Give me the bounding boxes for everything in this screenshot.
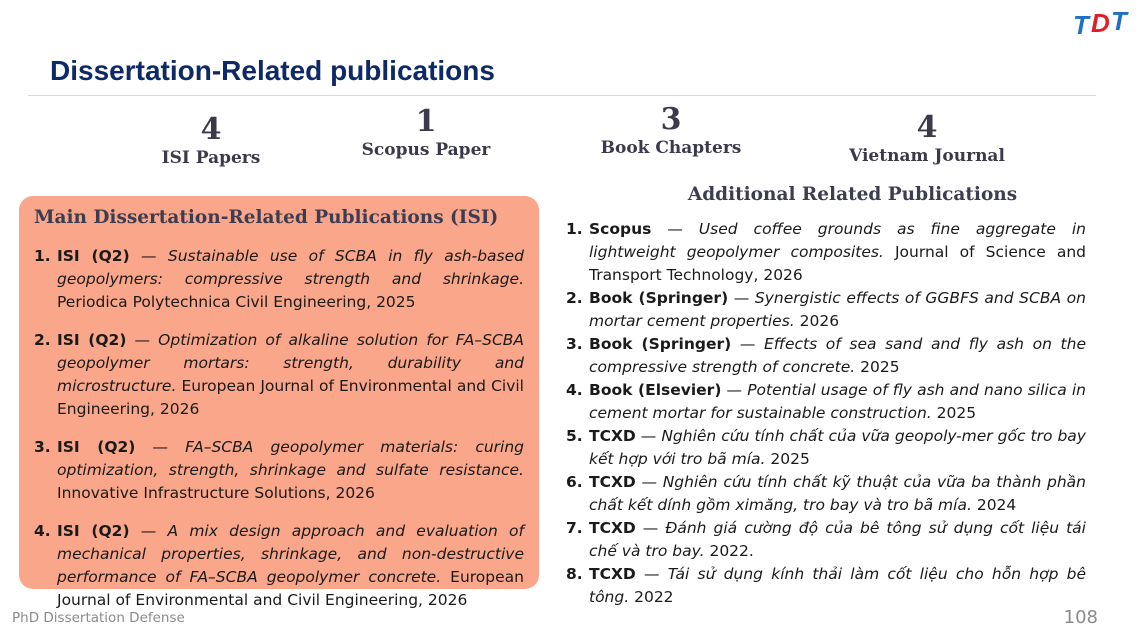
item-number: 3. (566, 335, 583, 353)
stat-vietnam-journal (827, 111, 1027, 167)
list-item: 1. Scopus — Used coffee grounds as fine aggregate in lightweight geopolymer composites. Journal of Science and Transport Technology, 2026 (566, 220, 1087, 284)
item-venue: European Journal of Environmental and Civil Engineering, 2026 (57, 568, 524, 609)
item-tag: ISI (Q2) (57, 247, 130, 265)
page-number: 108 (1063, 607, 1098, 628)
item-tag: ISI (Q2) (57, 438, 136, 456)
item-number: 5. (566, 427, 583, 445)
main-publication-list (34, 245, 524, 627)
item-tag: TCXD (589, 519, 636, 537)
item-tag: ISI (Q2) (57, 522, 130, 540)
item-number: 1. (566, 220, 583, 238)
item-venue: 2024 (976, 496, 1017, 514)
stat-label: Scopus Paper (361, 140, 491, 160)
item-number: 2. (566, 289, 583, 307)
item-venue: 2025 (860, 358, 900, 376)
item-title: Synergistic effects of GGBFS and SCBA on mortar cement properties. (589, 289, 1086, 330)
stat-number: 3 (660, 102, 682, 137)
stat-book-chapters (571, 103, 771, 159)
item-title: Tái sử dụng kính thải làm cốt liệu cho hỗn hợp bê tông. (589, 565, 1086, 606)
stat-number: 1 (415, 104, 437, 139)
item-venue: 2025 (770, 450, 810, 468)
university-logo (1071, 4, 1133, 38)
item-number: 3. (34, 438, 51, 456)
side-panel-heading: Additional Related Publications (687, 184, 1018, 205)
item-title: FA–SCBA geopolymer materials: curing optimization, strength, shrinkage and sulfate resistance. (57, 438, 525, 479)
list-item: 1. ISI (Q2) — Sustainable use of SCBA in fly ash-based geopolymers: compressive strength and shrinkage. Periodica Polytechnica Civil Engineering, 2025 (34, 247, 524, 311)
item-tag: Book (Springer) (589, 289, 729, 307)
item-tag: TCXD (589, 473, 636, 491)
list-item: 2. Book (Springer) — Synergistic effects of GGBFS and SCBA on mortar cement properties. 2026 (566, 289, 1086, 330)
item-title: Effects of sea sand and fly ash on the compressive strength of concrete. (589, 335, 1086, 376)
item-number: 7. (566, 519, 583, 537)
list-item: 6. TCXD — Nghiên cứu tính chất kỹ thuật của vữa ba thành phần chất kết dính gồm ximăng, tro bay và tro bã mía. 2024 (566, 473, 1086, 514)
stat-number: 4 (916, 110, 938, 145)
list-item: 4. Book (Elsevier) — Potential usage of fly ash and nano silica in cement mortar for sustainable construction. 2025 (566, 381, 1086, 422)
item-number: 2. (34, 331, 51, 349)
list-item: 3. Book (Springer) — Effects of sea sand and fly ash on the compressive strength of concrete. 2025 (566, 335, 1086, 376)
additional-publication-list (566, 218, 1086, 609)
logo-letter-t1: T (1073, 10, 1089, 38)
item-number: 4. (34, 522, 51, 540)
stat-label: Vietnam Journal (849, 146, 1005, 166)
item-title: A mix design approach and evaluation of mechanical properties, shrinkage, and non-destructive performance of FA–SCBA geopolymer concrete. (57, 522, 524, 586)
stat-label: ISI Papers (161, 148, 261, 168)
item-tag: Book (Springer) (589, 335, 732, 353)
main-panel-heading: Main Dissertation-Related Publications (ISI) (34, 207, 499, 228)
item-number: 6. (566, 473, 583, 491)
item-tag: TCXD (589, 427, 636, 445)
logo-letter-t2: T (1111, 6, 1127, 36)
item-title: Sustainable use of SCBA in fly ash-based geopolymers: compressive strength and shrinkage. (57, 247, 524, 288)
item-venue: 2022. (709, 542, 754, 560)
list-item: 3. ISI (Q2) — FA–SCBA geopolymer materials: curing optimization, strength, shrinkage and sulfate resistance. Innovative Infrastructure Solutions, 2026 (34, 438, 525, 502)
item-number: 8. (566, 565, 583, 583)
item-title: Optimization of alkaline solution for FA–SCBA geopolymer mortars: strength, durability and microstructure. (57, 331, 525, 395)
title-divider (28, 95, 1096, 96)
list-item: 7. TCXD — Đánh giá cường độ của bê tông sử dụng cốt liệu tái chế và tro bay. 2022. (566, 519, 1086, 560)
item-venue: European Journal of Environmental and Civil Engineering, 2026 (57, 377, 524, 418)
logo-letter-d: D (1091, 8, 1110, 38)
item-title: Potential usage of fly ash and nano silica in cement mortar for sustainable construction. (589, 381, 1086, 422)
item-tag: Scopus (589, 220, 652, 238)
list-item: 5. TCXD — Nghiên cứu tính chất của vữa geopoly-mer gốc tro bay kết hợp với tro bã mía. 2025 (566, 427, 1086, 468)
item-venue: Innovative Infrastructure Solutions, 2026 (57, 484, 375, 502)
list-item: 8. TCXD — Tái sử dụng kính thải làm cốt liệu cho hỗn hợp bê tông. 2022 (566, 565, 1086, 606)
item-title: Nghiên cứu tính chất của vữa geopoly-mer gốc tro bay kết hợp với tro bã mía. (589, 427, 1086, 468)
list-item: 2. ISI (Q2) — Optimization of alkaline solution for FA–SCBA geopolymer mortars: strength, durability and microstructure. European Journal of Environmental and Civil Engineering, 2026 (34, 331, 525, 418)
item-venue: Journal of Science and Transport Technology, 2026 (589, 243, 1087, 284)
item-number: 1. (34, 247, 51, 265)
item-venue: 2022 (634, 588, 674, 606)
item-venue: Periodica Polytechnica Civil Engineering, 2025 (57, 293, 416, 311)
stat-scopus-paper (326, 105, 526, 161)
stat-isi-papers (111, 113, 311, 169)
stat-label: Book Chapters (600, 138, 742, 158)
stat-number: 4 (200, 112, 222, 147)
item-tag: ISI (Q2) (57, 331, 127, 349)
slide-footer: PhD Dissertation Defense (12, 610, 185, 626)
item-title: Nghiên cứu tính chất kỹ thuật của vữa ba thành phần chất kết dính gồm ximăng, tro bay và tro bã mía. (589, 473, 1086, 514)
item-number: 4. (566, 381, 583, 399)
slide-title: Dissertation-Related publications (50, 55, 495, 86)
item-tag: TCXD (589, 565, 636, 583)
item-venue: 2025 (936, 404, 977, 422)
item-title: Đánh giá cường độ của bê tông sử dụng cốt liệu tái chế và tro bay. (589, 519, 1086, 560)
item-tag: Book (Elsevier) (589, 381, 722, 399)
item-title: Used coffee grounds as fine aggregate in lightweight geopolymer composites. (589, 220, 1086, 261)
list-item: 4. ISI (Q2) — A mix design approach and evaluation of mechanical properties, shrinkage, and non-destructive performance of FA–SCBA geopolymer concrete. European Journal of Environmental and Civil Engineering, 2026 (34, 522, 524, 609)
item-venue: 2026 (799, 312, 840, 330)
